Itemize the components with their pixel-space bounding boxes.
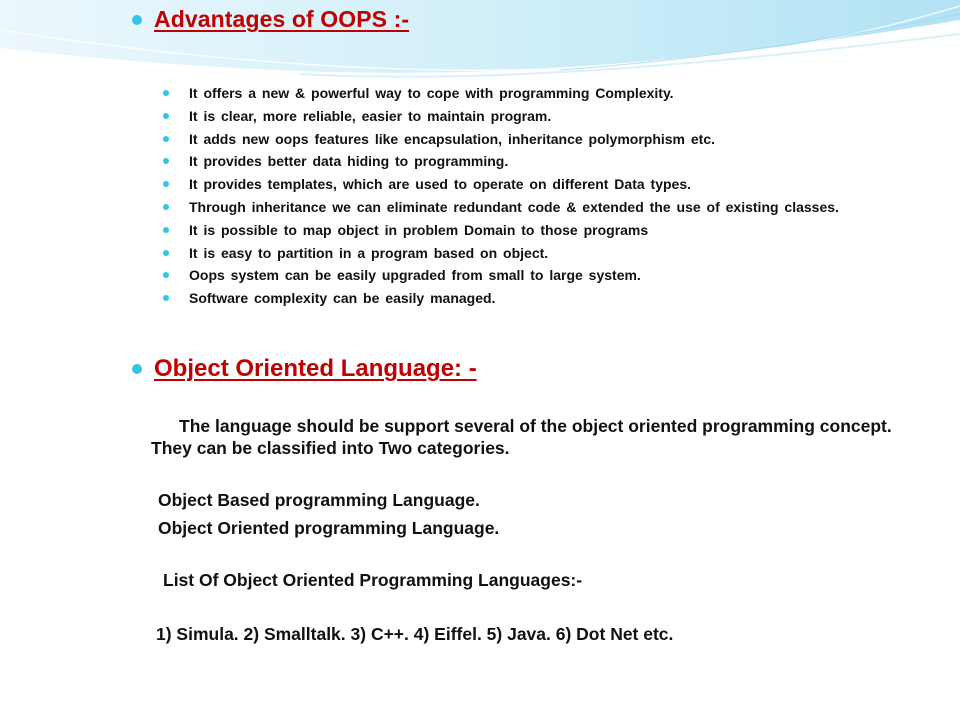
bullet-icon	[163, 90, 169, 96]
list-item: Oops system can be easily upgraded from small to large system.	[160, 266, 920, 284]
bullet-icon	[163, 158, 169, 164]
bullet-icon	[163, 136, 169, 142]
heading-bullet-icon	[132, 364, 142, 374]
bullet-icon	[163, 250, 169, 256]
list-item: It is clear, more reliable, easier to maintain program.	[160, 107, 920, 125]
bullet-icon	[163, 181, 169, 187]
list-item: It is easy to partition in a program based on object.	[160, 244, 920, 262]
list-item: It adds new oops features like encapsulation, inheritance polymorphism etc.	[160, 130, 920, 148]
list-item: It offers a new & powerful way to cope with programming Complexity.	[160, 84, 920, 102]
bullet-icon	[163, 204, 169, 210]
object-oriented-language-heading-text: Object Oriented Language: -	[154, 355, 477, 382]
heading-bullet-icon	[132, 15, 142, 25]
list-item: It provides better data hiding to programming.	[160, 152, 920, 170]
bullet-icon	[163, 295, 169, 301]
description-paragraph: The language should be support several of the object oriented programming concept. They can be classified into Two categories.	[151, 416, 892, 458]
advantages-list	[160, 84, 920, 312]
list-item: Software complexity can be easily managed.	[160, 289, 920, 307]
list-item: It provides templates, which are used to operate on different Data types.	[160, 175, 920, 193]
bullet-icon	[163, 227, 169, 233]
category-object-oriented: Object Oriented programming Language.	[158, 518, 500, 538]
languages-list: 1) Simula. 2) Smalltalk. 3) C++. 4) Eiffel. 5) Java. 6) Dot Net etc.	[156, 624, 674, 644]
list-item: Through inheritance we can eliminate redundant code & extended the use of existing classes.	[160, 198, 920, 216]
advantages-heading	[132, 6, 409, 33]
object-oriented-language-heading	[132, 355, 477, 383]
languages-list-title: List Of Object Oriented Programming Languages:-	[163, 570, 583, 590]
bullet-icon	[163, 113, 169, 119]
advantages-heading-text: Advantages of OOPS :-	[154, 6, 410, 32]
category-object-based: Object Based programming Language.	[158, 490, 480, 510]
list-item: It is possible to map object in problem Domain to those programs	[160, 221, 920, 239]
bullet-icon	[163, 272, 169, 278]
